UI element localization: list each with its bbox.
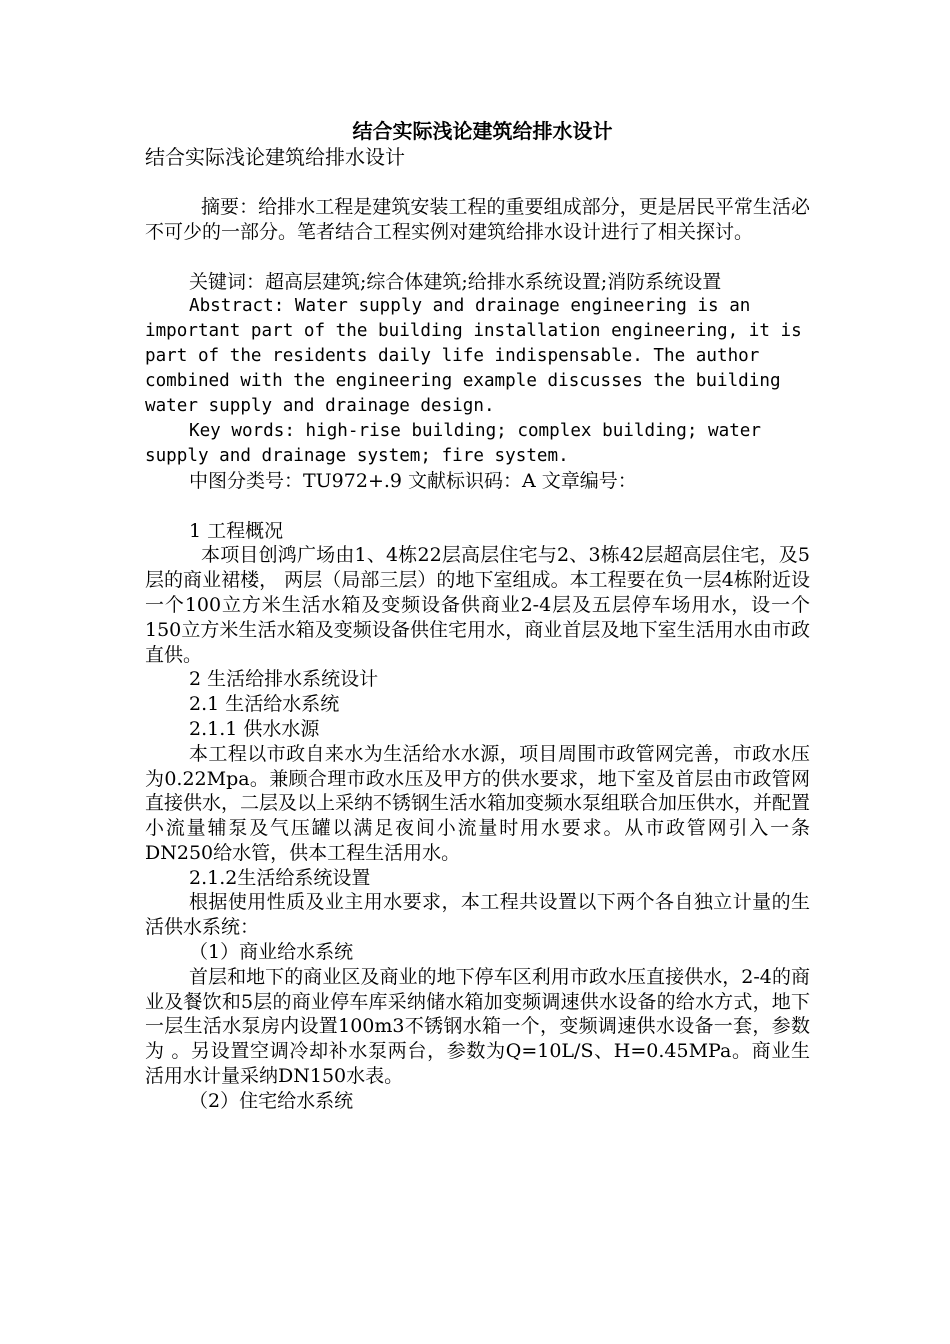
section-1-heading: 1 工程概况: [189, 519, 284, 542]
document-title: 结合实际浅论建筑给排水设计: [352, 119, 613, 143]
keywords-cn: 关键词：超高层建筑;综合体建筑;给排水系统设置;消防系统设置: [189, 270, 722, 293]
section-2-heading: 2 生活给排水系统设计: [189, 668, 379, 691]
section-2-1-2-text: 根据使用性质及业主用水要求，本工程共设置以下两个各自独立计量的生活供水系统：: [145, 891, 810, 939]
abstract-cn: 摘要：给排水工程是建筑安装工程的重要组成部分，更是居民平常生活必不可少的一部分。笔者结合工程实例对建筑给排水设计进行了相关探讨。: [145, 196, 810, 243]
keywords-en: Key words: high-rise building; complex building; water supply and drainage system; fire system.: [145, 420, 761, 466]
classification-line: 中图分类号：TU972+.9 文献标识码：A 文章编号：: [189, 469, 637, 492]
section-2-1-2-heading: 2.1.2生活给系统设置: [189, 866, 371, 889]
section-2-1-heading: 2.1 生活给水系统: [189, 693, 340, 716]
document-page: [145, 118, 810, 1114]
spacer: [145, 245, 810, 270]
section-2-1-1-text: 本工程以市政自来水为生活给水水源，项目周围市政管网完善，市政水压为0.22Mpa。兼顾合理市政水压及甲方的供水要求，地下室及首层由市政管网直接供水，二层及以上采纳不锈钢生活水箱加变频水泵组联合加压供水，并配置小流量辅泵及气压罐以满足夜间小流量时用水要求。从市政管网引入一条DN250给水管，供本工程生活用水。: [145, 742, 811, 864]
spacer: [145, 170, 810, 195]
spacer: [145, 494, 810, 519]
section-1-text: 本项目创鸿广场由1、4栋22层高层住宅与2、3栋42层超高层住宅，及5层的商业裙楼， 两层（局部三层）的地下室组成。本工程要在负一层4栋附近设一个100立方米生活水箱及变频设备供商业2-4层及五层停车场用水，设一个150立方米生活水箱及变频设备供住宅用水，商业首层及地下室生活用水由市政直供。: [145, 544, 810, 666]
section-2-1-1-heading: 2.1.1 供水水源: [189, 717, 320, 740]
subsection-1-text: 首层和地下的商业区及商业的地下停车区利用市政水压直接供水，2-4的商业及餐饮和5层的商业停车库采纳储水箱加变频调速供水设备的给水方式，地下一层生活水泵房内设置100m3不锈钢水箱一个，变频调速供水设备一套，参数为 。另设置空调冷却补水泵两台，参数为Q=10L/S、H=0.45MPa。商业生活用水计量采纳DN150水表。: [145, 965, 810, 1088]
subsection-2-heading: （2）住宅给水系统: [189, 1089, 354, 1112]
subsection-1-heading: （1）商业给水系统: [189, 941, 354, 964]
document-subtitle: 结合实际浅论建筑给排水设计: [145, 145, 405, 169]
abstract-en: Abstract: Water supply and drainage engineering is an important part of the building installation engineering, it is part of the residents daily life indispensable. The author combined with the engineering example discusses the building water supply and drainage design.: [145, 296, 802, 417]
